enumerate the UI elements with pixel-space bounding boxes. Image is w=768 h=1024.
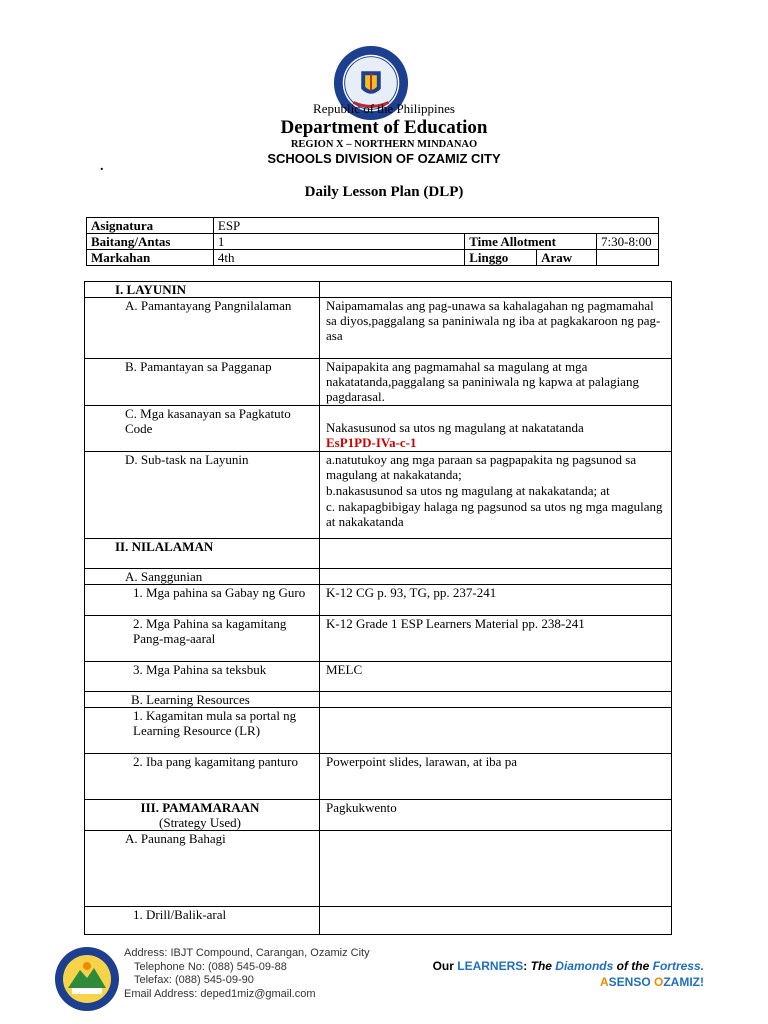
footer-telefax: Telefax: (088) 545-09-90 (134, 974, 254, 986)
footer-tagline (433, 958, 704, 990)
label-kagamitan-portal: 1. Kagamitan mula sa portal ng Learning Resource (LR) (85, 708, 320, 754)
day-label: Araw (537, 250, 597, 266)
info-row-grade (87, 234, 659, 250)
row-kasanayan (85, 406, 672, 452)
subtask-b: b.nakasusunod sa utos ng magulang at nakakatanda; at (326, 483, 610, 498)
value-pagganap: Naipapakita ang pagmamahal sa magulang at mga nakatatanda,paggalang sa paniniwala ng kapwa at palagiang pagdarasal. (320, 359, 672, 406)
label-teksbuk: 3. Mga Pahina sa teksbuk (85, 662, 320, 692)
section-pamamaraan: III. PAMAMARAAN (140, 800, 260, 815)
footer-address: Address: IBJT Compound, Carangan, Ozamiz City (124, 947, 370, 959)
label-pangnilalaman: A. Pamantayang Pangnilalaman (85, 298, 320, 359)
lesson-plan-table (84, 281, 672, 935)
region-line: REGION X – NORTHERN MINDANAO (290, 139, 478, 150)
row-gabay-guro (85, 585, 672, 616)
row-teksbuk (85, 662, 672, 692)
day-value (597, 250, 659, 266)
footer-telephone: Telephone No: (088) 545-09-88 (134, 960, 287, 973)
row-kagamitan-portal (85, 708, 672, 754)
tag-learners: LEARNERS (457, 959, 524, 973)
label-kasanayan: C. Mga kasanayan sa Pagkatuto Code (85, 406, 320, 452)
value-pamamaraan: Pagkukwento (320, 800, 672, 831)
row-drill (85, 907, 672, 935)
tag-the: The (530, 959, 556, 973)
value-kasanayan: Nakasusunod sa utos ng magulang at nakatatanda (326, 420, 584, 435)
tag-diamonds: Diamonds (555, 959, 614, 973)
tag-ozamiz-o: O (654, 975, 664, 989)
info-table (86, 217, 659, 266)
label-sanggunian: A. Sanggunian (85, 569, 320, 585)
section-row-pamamaraan (85, 800, 672, 831)
subject-label: Asignatura (87, 218, 214, 234)
tag-asenso-a: A (599, 975, 609, 989)
label-pagganap: B. Pamantayan sa Pagganap (85, 359, 320, 406)
tag-fortress: Fortress. (652, 959, 704, 973)
tag-ozamiz-rest: ZAMIZ! (663, 975, 704, 989)
section-nilalaman: II. NILALAMAN (85, 539, 320, 569)
time-label: Time Allotment (465, 234, 597, 250)
label-drill: 1. Drill/Balik-aral (85, 907, 320, 935)
label-iba-pang-kagamitan: 2. Iba pang kagamitang panturo (85, 754, 320, 800)
row-paunang-bahagi (85, 831, 672, 907)
row-pamantayang-pangnilalaman (85, 298, 672, 359)
strategy-used-label: (Strategy Used) (159, 815, 241, 830)
week-label: Linggo (465, 250, 537, 266)
label-subtask: D. Sub-task na Layunin (85, 452, 320, 539)
stray-dot: . (100, 159, 104, 174)
row-learning-resources (85, 692, 672, 708)
grade-value: 1 (213, 234, 464, 250)
document-title: Daily Lesson Plan (DLP) (304, 184, 464, 200)
tag-colon: : (523, 959, 531, 973)
value-pang-mag-aaral: K-12 Grade 1 ESP Learners Material pp. 238-241 (320, 616, 672, 662)
info-row-quarter (87, 250, 659, 266)
section-layunin: I. LAYUNIN (85, 282, 320, 298)
tag-our: Our (432, 959, 458, 973)
label-gabay-guro: 1. Mga pahina sa Gabay ng Guro (85, 585, 320, 616)
section-row-nilalaman (85, 539, 672, 569)
label-paunang-bahagi: A. Paunang Bahagi (85, 831, 320, 907)
tag-of: of the (613, 959, 653, 973)
row-pang-mag-aaral (85, 616, 672, 662)
division-line: SCHOOLS DIVISION OF OZAMIZ CITY (267, 151, 501, 166)
subtask-a: a.natutukoy ang mga paraan sa pagpapakita ng pagsunod sa magulang at nakakatanda; (326, 452, 637, 482)
quarter-label: Markahan (87, 250, 214, 266)
tag-asenso-rest: SENSO (608, 975, 654, 989)
section-row-layunin (85, 282, 672, 298)
learning-code: EsP1PD-IVa-c-1 (326, 435, 417, 450)
row-subtask (85, 452, 672, 539)
label-pang-mag-aaral: 2. Mga Pahina sa kagamitang Pang-mag-aaral (85, 616, 320, 662)
footer-contact (124, 947, 370, 1001)
value-iba-pang-kagamitan: Powerpoint slides, larawan, at iba pa (320, 754, 672, 800)
republic-line: Republic of the Philippines (313, 101, 455, 116)
quarter-value: 4th (213, 250, 464, 266)
time-value: 7:30-8:00 (597, 234, 659, 250)
division-seal-logo (54, 946, 120, 1012)
department-title: Department of Education (280, 117, 488, 138)
info-row-subject (87, 218, 659, 234)
value-pangnilalaman: Naipamamalas ang pag-unawa sa kahalagahan ng pagmamahal sa diyos,paggalang sa paniniwala ng iba at pagkakaroon ng pag-asa (320, 298, 672, 359)
value-teksbuk: MELC (320, 662, 672, 692)
footer-email: Email Address: deped1miz@gmail.com (124, 987, 316, 1000)
value-gabay-guro: K-12 CG p. 93, TG, pp. 237-241 (320, 585, 672, 616)
row-sanggunian (85, 569, 672, 585)
label-learning-resources: B. Learning Resources (85, 692, 320, 708)
subtask-c: c. nakapagbibigay halaga ng pagsunod sa utos ng mga magulang at nakakatanda (326, 499, 663, 529)
subject-value: ESP (213, 218, 658, 234)
grade-label: Baitang/Antas (87, 234, 214, 250)
row-iba-pang-kagamitan (85, 754, 672, 800)
row-pamantayan-pagganap (85, 359, 672, 406)
